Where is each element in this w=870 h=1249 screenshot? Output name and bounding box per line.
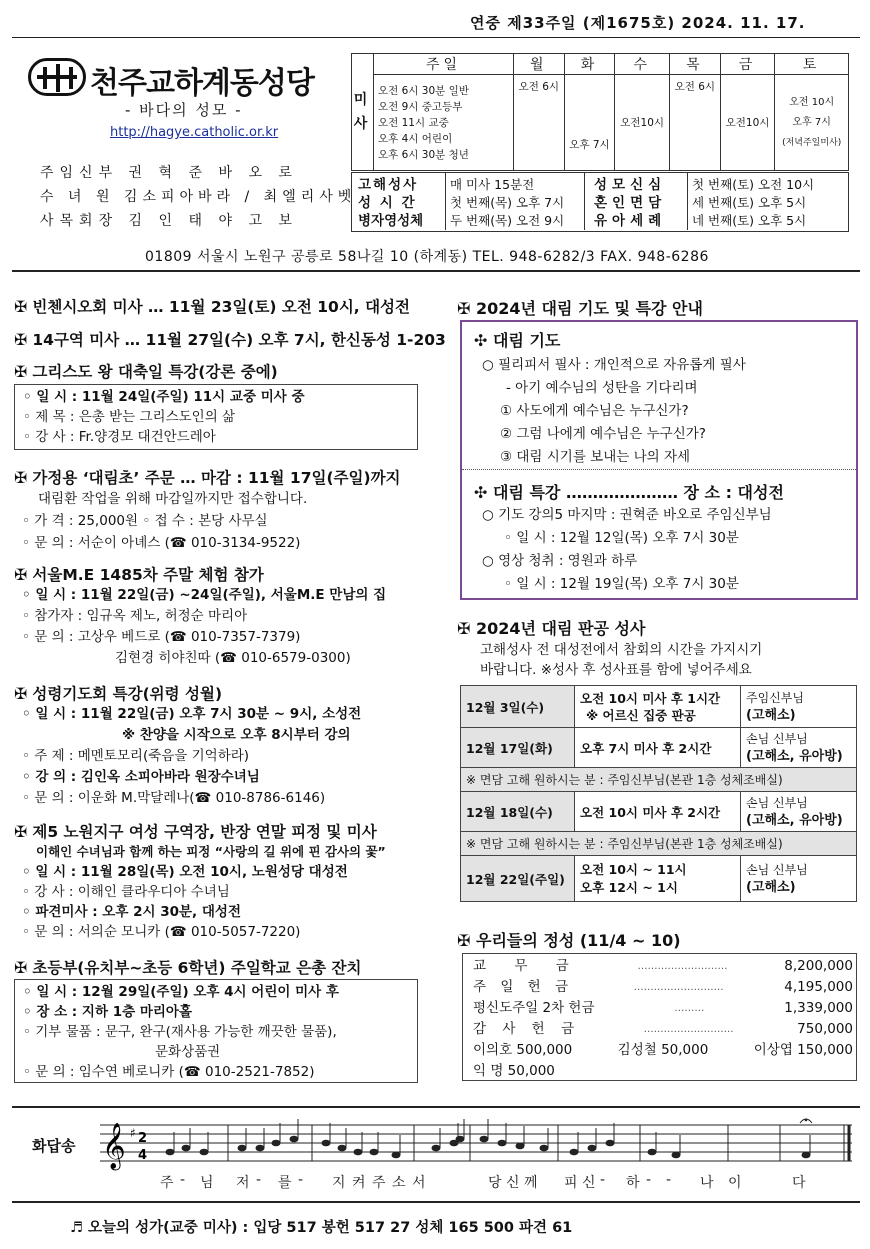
parish-logo [28, 58, 350, 101]
penance-intro: 고해성사 전 대성전에서 참회의 시간을 가지시기 바랍니다. ※성사 후 성사표를 함에 넣어주세요 [480, 642, 763, 678]
note-icon [370, 1149, 379, 1156]
staff-line: 주임신부 권 혁 준 바 오 로 [40, 165, 298, 181]
advent-candle-body: 대림환 작업을 위해 마감일까지만 접수합니다. ◦ 가 격 : 25,000원 ◦ 접 수 : 본당 사무실 ◦ 문 의 : 서순이 아녜스 (☎ 010-3134-9522) [22, 491, 308, 551]
lyric-syllable: 를 [278, 1175, 292, 1191]
friday-mass: 오전10시 [720, 75, 775, 171]
cross-bullet-icon: ✠ [457, 299, 476, 318]
lyric-syllable: 이 [728, 1175, 742, 1191]
lecture-body: ○ 기도 강의5 마지막 : 권혁준 바오로 주임신부님 ◦ 일 시 : 12월 12일(목) 오후 7시 30분 ○ 영상 청취 : 영원과 하루 ◦ 일 시 : 12월 19일(목) 오후 7시 30분 [482, 507, 772, 592]
services-box [351, 172, 849, 232]
staff-line: 수 녀 원 김소피아바라 / 최엘리사벳 [40, 189, 357, 205]
note-icon [200, 1149, 209, 1156]
note-icon [540, 1145, 549, 1152]
header-rule [12, 37, 860, 38]
list-item: 평신도주일 2차 헌금 ……… 1,339,000 [473, 1000, 853, 1016]
lyric-syllable: - [666, 1172, 672, 1188]
sunday-school-box: ◦ 일 시 : 12월 29일(주일) 오후 4시 어린이 미사 후 ◦ 장 소 : 지하 1층 마리아홀 ◦ 기부 물품 : 문구, 완구(재사용 가능한 깨끗한 물품), 문화상품권 ◦ 문 의 : 임수연 베로니카 (☎ 010-2521-7852) [14, 979, 418, 1083]
note-icon [338, 1145, 347, 1152]
day-header: 금 [720, 54, 775, 75]
note-icon [392, 1152, 401, 1159]
psalm-lyrics [160, 1172, 840, 1192]
time-signature-top: 2 [138, 1131, 148, 1146]
cross-bullet-icon: ✠ [457, 931, 476, 950]
section-sunday-school-title: ✠ 초등부(유치부~초등 6학년) 주일학교 은총 잔치 [14, 959, 362, 977]
sharp-icon: ♯ [130, 1126, 136, 1140]
lyric-syllable: - [298, 1172, 304, 1188]
cross-bullet-icon: ✠ [14, 363, 33, 381]
lyric-syllable: 하 [626, 1175, 640, 1191]
note-icon [480, 1136, 489, 1143]
note-icon [182, 1145, 191, 1152]
list-item: 이의호 500,000 김성철 50,000 이상엽 150,000 [473, 1042, 853, 1058]
lyric-syllable: 당 [488, 1175, 502, 1191]
list-item: 감 사 헌 금 ……………………… 750,000 [473, 1021, 853, 1037]
section-advent-candle-title: ✠ 가정용 ‘대림초’ 주문 … 마감 : 11월 17일(주일)까지 [14, 469, 401, 487]
list-item: 교 무 금 ……………………… 8,200,000 [473, 958, 853, 974]
section-advent-title: ✠ 2024년 대림 기도 및 특강 안내 [457, 299, 703, 318]
four-dot-icon: ✣ [474, 483, 493, 502]
table-row: ※ 면담 고해 원하시는 분 : 주임신부님(본관 1층 성체조배실) [461, 832, 857, 856]
lyric-syllable: 소 [392, 1175, 406, 1191]
day-header: 수 [615, 54, 670, 75]
table-row: 12월 22일(주일) 오전 10시 ~ 11시 오후 12시 ~ 1시 손님 신부님 (고해소) [461, 856, 857, 902]
note-icon [802, 1152, 811, 1159]
saturday-masses: 오전 10시 오후 7시 (저녁주일미사) [775, 75, 849, 171]
note-icon [166, 1149, 175, 1156]
lyric-syllable: 피 [564, 1175, 578, 1191]
services-left-values: 매 미사 15분전 첫 번째(목) 오후 7시 두 번째(목) 오전 9시 [450, 177, 565, 228]
note-icon [498, 1140, 507, 1147]
four-dot-icon: ✣ [474, 331, 493, 350]
donation-box [462, 953, 857, 1081]
table-row: 12월 3일(수) 오전 10시 미사 후 1시간 ※ 어르신 집중 판공 주임신부님 (고해소) [461, 686, 857, 728]
services-right-labels: 성모신심 혼인면담 유아세례 [594, 177, 667, 229]
section-christ-king-title: ✠ 그리스도 왕 대축일 특강(강론 중에) [14, 363, 278, 381]
advent-divider [462, 469, 856, 470]
table-row: 12월 17일(화) 오후 7시 미사 후 2시간 손님 신부님 (고해소, 유아방) [461, 728, 857, 768]
treble-clef-icon: 𝄞 [102, 1123, 126, 1169]
lyric-syllable: 신 [506, 1175, 520, 1191]
sunday-masses: 오전 6시 30분 일반 오전 9시 중고등부 오전 11시 교중 오후 4시 어린이 오후 6시 30분 청년 [374, 75, 514, 171]
lyric-syllable: 주 [372, 1175, 386, 1191]
cross-bullet-icon: ✠ [457, 619, 476, 638]
lyric-syllable: 주 [160, 1175, 174, 1191]
cross-bullet-icon: ✠ [14, 469, 33, 487]
tuesday-mass: 오후 7시 [564, 75, 615, 171]
lyric-syllable: 켜 [352, 1175, 366, 1191]
section-penance-title: ✠ 2024년 대림 판공 성사 [457, 619, 646, 638]
cross-bullet-icon: ✠ [14, 566, 33, 584]
note-icon [456, 1136, 465, 1143]
note-icon [606, 1140, 615, 1147]
lyric-syllable: 나 [700, 1175, 714, 1191]
section-holy-spirit-title: ✠ 성령기도회 특강(위령 성월) [14, 685, 223, 703]
day-header: 월 [514, 54, 565, 75]
psalm-staff [100, 1115, 860, 1177]
issue-header: 연중 제33주일 (제1675호) 2024. 11. 17. [470, 14, 806, 32]
retreat-body: 이해인 수녀님과 함께 하는 피정 “사랑의 길 위에 핀 감사의 꽃” ◦ 일 시 : 11월 28일(목) 오전 10시, 노원성당 대성전 ◦ 강 사 : 이해인 클라우디아 수녀님 ◦ 파견미사 : 오후 2시 30분, 대성전 ◦ 문 의 : 서의순 모니카 (☎ 010-5057-7220) [22, 844, 386, 940]
note-icon [354, 1149, 363, 1156]
table-row: ※ 면담 고해 원하시는 분 : 주임신부님(본관 1층 성체조배실) [461, 768, 857, 792]
cross-bullet-icon: ✠ [14, 298, 33, 316]
section-retreat-title: ✠ 제5 노원지구 여성 구역장, 반장 연말 피정 및 미사 [14, 823, 377, 841]
table-row: 12월 18일(수) 오전 10시 미사 후 2시간 손님 신부님 (고해소, 유아방) [461, 792, 857, 832]
mass-label: 미사 [352, 54, 374, 171]
lyric-syllable: - [180, 1172, 186, 1188]
parish-name: 천주교하계동성당 [90, 66, 314, 101]
section-donation-title: ✠ 우리들의 정성 (11/4 ~ 10) [457, 931, 681, 950]
day-header: 화 [564, 54, 615, 75]
lecture-title: ✣ 대림 특강 ………………… 장 소 : 대성전 [474, 483, 784, 502]
services-left-labels: 고해성사 성 시 간 병자영성체 [358, 177, 424, 229]
parish-motto: - 바다의 성모 - [125, 101, 243, 119]
mass-schedule-table [351, 53, 849, 171]
lyric-syllable: 신 [582, 1175, 596, 1191]
day-header: 토 [775, 54, 849, 75]
lyric-syllable: - [256, 1172, 262, 1188]
lyric-syllable: 께 [524, 1175, 538, 1191]
lyric-syllable: 다 [792, 1175, 806, 1191]
monday-mass: 오전 6시 [514, 75, 565, 171]
address-rule [12, 270, 860, 272]
hymn-footer: ♬ 오늘의 성가(교중 미사) : 입당 517 봉헌 517 27 성체 165 500 파견 61 [70, 1220, 573, 1236]
note-icon [272, 1140, 281, 1147]
section-me-title: ✠ 서울M.E 1485차 주말 체험 참가 [14, 566, 264, 584]
cross-bullet-icon: ✠ [14, 331, 33, 349]
parish-url-link[interactable]: http://hagye.catholic.or.kr [110, 125, 279, 140]
cross-logo-icon [28, 58, 86, 96]
psalm-top-rule [12, 1106, 860, 1108]
christ-king-box: ◦ 일 시 : 11월 24일(주일) 11시 교중 미사 중 ◦ 제 목 : 은총 받는 그리스도인의 삶 ◦ 강 사 : Fr.양경모 대건안드레아 [14, 384, 418, 450]
wednesday-mass: 오전10시 [615, 75, 670, 171]
prayer-title: ✣ 대림 기도 [474, 331, 561, 350]
psalm-bottom-rule [12, 1201, 860, 1203]
note-icon [322, 1140, 331, 1147]
lyric-syllable: 저 [236, 1175, 250, 1191]
cross-bullet-icon: ✠ [14, 959, 33, 977]
address-line: 01809 서울시 노원구 공릉로 58나길 10 (하계동) TEL. 948-6282/3 FAX. 948-6286 [145, 249, 709, 265]
services-right-values: 첫 번째(토) 오전 10시 세 번째(토) 오후 5시 네 번째(토) 오후 5시 [692, 177, 815, 228]
note-icon [432, 1145, 441, 1152]
lyric-syllable: - [600, 1172, 606, 1188]
thursday-mass: 오전 6시 [670, 75, 721, 171]
staff-line: 사목회장 김 인 태 야 고 보 [40, 213, 298, 229]
lyric-syllable: - [646, 1172, 652, 1188]
list-item: 주 일 헌 금 ……………………… 4,195,000 [473, 979, 853, 995]
note-icon [648, 1149, 657, 1156]
notice-vincent: ✠ 빈첸시오회 미사 … 11월 23일(토) 오전 10시, 대성전 [14, 298, 410, 316]
cross-bullet-icon: ✠ [14, 685, 33, 703]
prayer-body: ○ 필리피서 필사 : 개인적으로 자유롭게 필사 - 아기 예수님의 성탄을 기다리며 ① 사도에게 예수님은 누구신가? ② 그럼 나에게 예수님은 누구신가? ③ 대림 시기를 보내는 나의 자세 [482, 357, 746, 465]
list-item: 익 명 50,000 [473, 1063, 555, 1079]
psalm-label: 화답송 [32, 1137, 76, 1155]
lyric-syllable: 지 [332, 1175, 346, 1191]
penance-table [460, 685, 857, 902]
note-icon [290, 1136, 299, 1143]
me-body: ◦ 일 시 : 11월 22일(금) ~24일(주일), 서울M.E 만남의 집 ◦ 참가자 : 임규옥 제노, 허정순 마리아 ◦ 문 의 : 고상우 베드로 (☎ 010-7357-7379) 김현경 히야친따 (☎ 010-6579-0300) [22, 587, 387, 666]
note-icon [570, 1149, 579, 1156]
day-header: 목 [670, 54, 721, 75]
note-icon [516, 1143, 525, 1150]
note-icon [672, 1152, 681, 1159]
time-signature-bottom: 4 [138, 1148, 148, 1163]
cross-bullet-icon: ✠ [14, 823, 33, 841]
note-icon [238, 1145, 247, 1152]
holy-spirit-body: ◦ 일 시 : 11월 22일(금) 오후 7시 30분 ~ 9시, 소성전 ※ 찬양을 시작으로 오후 8시부터 강의 ◦ 주 제 : 메멘토모리(죽음을 기억하라) ◦ 강 의 : 김인옥 소피아바라 원장수녀님 ◦ 문 의 : 이운화 M.막달레나(☎ 010-8786-6146) [22, 706, 362, 806]
lyric-syllable: 서 [412, 1175, 426, 1191]
lyric-syllable: 님 [200, 1175, 214, 1191]
note-icon [588, 1145, 597, 1152]
note-icon [256, 1145, 265, 1152]
notice-district14: ✠ 14구역 미사 … 11월 27일(수) 오후 7시, 한신동성 1-203 [14, 331, 446, 349]
advent-box [460, 320, 858, 600]
donation-list [473, 956, 853, 1082]
day-header: 주일 [374, 54, 514, 75]
